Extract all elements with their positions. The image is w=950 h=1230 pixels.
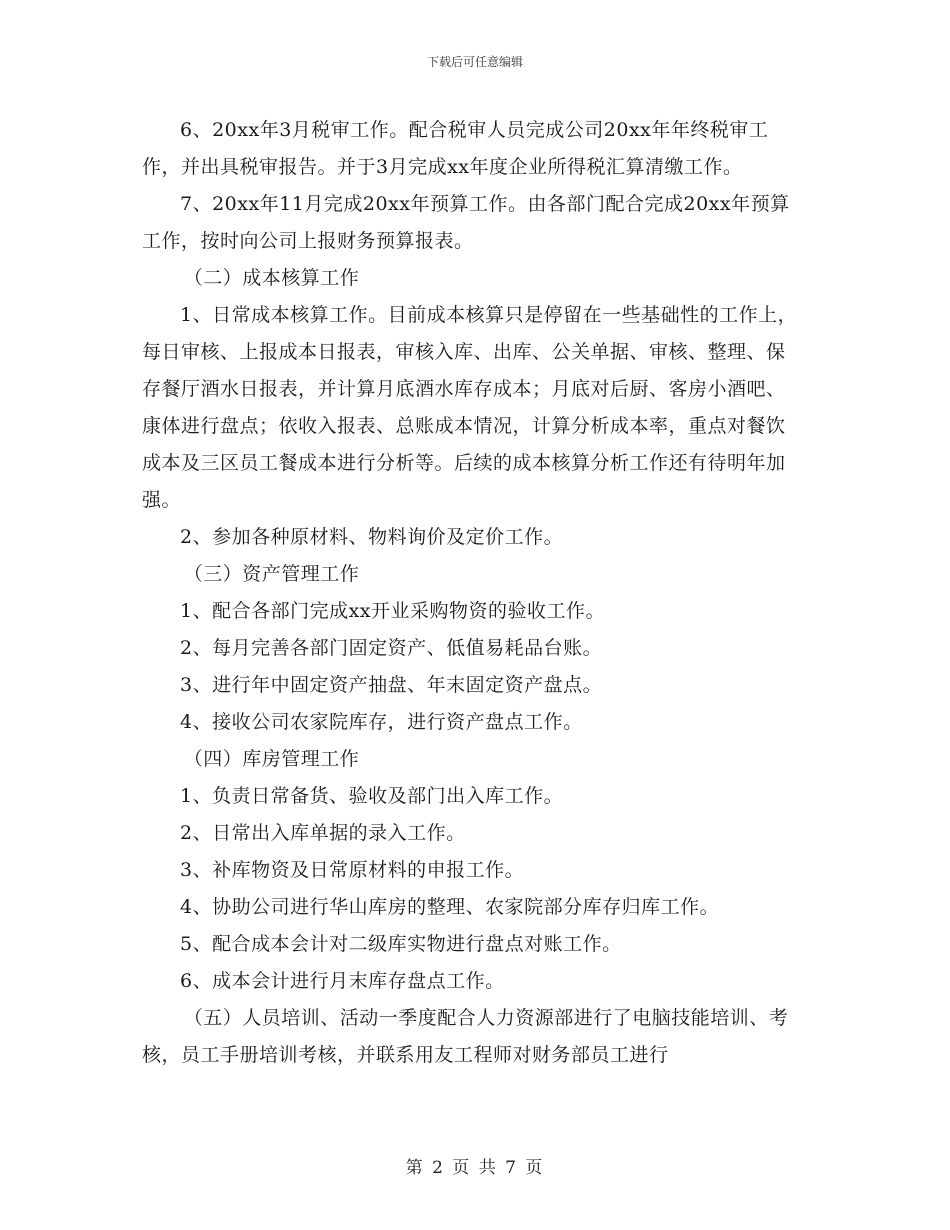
page-number-footer: 第 2 页 共 7 页 <box>405 1158 545 1178</box>
section-heading-warehouse: （四）库房管理工作 <box>183 748 360 770</box>
paragraph-warehouse-1: 1、负责日常备货、验收及部门出入库工作。 <box>180 785 564 807</box>
section-heading-training: （五）人员培训、活动一季度配合人力资源部进行了电脑技能培训、考核，员工手册培训考核，并联系用友工程师对财务部员工进行 <box>142 1007 789 1066</box>
paragraph-asset-2: 2、每月完善各部门固定资产、低值易耗品台账。 <box>180 637 603 659</box>
paragraph-warehouse-5: 5、配合成本会计对二级库实物进行盘点对账工作。 <box>180 933 622 955</box>
section-heading-cost-accounting: （二）成本核算工作 <box>183 267 360 289</box>
paragraph-warehouse-6: 6、成本会计进行月末库存盘点工作。 <box>180 970 505 992</box>
paragraph-tax-audit: 6、20xx年3月税审工作。配合税审人员完成公司20xx年年终税审工作，并出具税审报告。并于3月完成xx年度企业所得税汇算清缴工作。 <box>142 119 769 178</box>
page-header: 下载后可任意编辑 <box>426 55 523 69</box>
paragraph-daily-cost: 1、日常成本核算工作。目前成本核算只是停留在一些基础性的工作上，每日审核、上报成本日报表，审核入库、出库、公关单据、审核、整理、保存餐厅酒水日报表，并计算月底酒水库存成本；月底对后厨、客房小酒吧、康体进行盘点；依收入报表、总账成本情况，计算分析成本率，重点对餐饮成本及三区员工餐成本进行分析等。后续的成本核算分析工作还有待明年加强。 <box>142 304 798 511</box>
paragraph-budget: 7、20xx年11月完成20xx年预算工作。由各部门配合完成20xx年预算工作，按时向公司上报财务预算报表。 <box>142 193 790 252</box>
paragraph-warehouse-3: 3、补库物资及日常原材料的申报工作。 <box>180 859 525 881</box>
section-heading-asset-management: （三）资产管理工作 <box>183 563 360 585</box>
paragraph-pricing: 2、参加各种原材料、物料询价及定价工作。 <box>180 526 564 548</box>
paragraph-asset-4: 4、接收公司农家院库存，进行资产盘点工作。 <box>180 711 583 733</box>
paragraph-warehouse-4: 4、协助公司进行华山库房的整理、农家院部分库存归库工作。 <box>180 896 720 918</box>
document-body <box>142 112 802 1074</box>
paragraph-asset-3: 3、进行年中固定资产抽盘、年末固定资产盘点。 <box>180 674 603 696</box>
paragraph-asset-1: 1、配合各部门完成xx开业采购物资的验收工作。 <box>180 600 606 622</box>
paragraph-warehouse-2: 2、日常出入库单据的录入工作。 <box>180 822 466 844</box>
